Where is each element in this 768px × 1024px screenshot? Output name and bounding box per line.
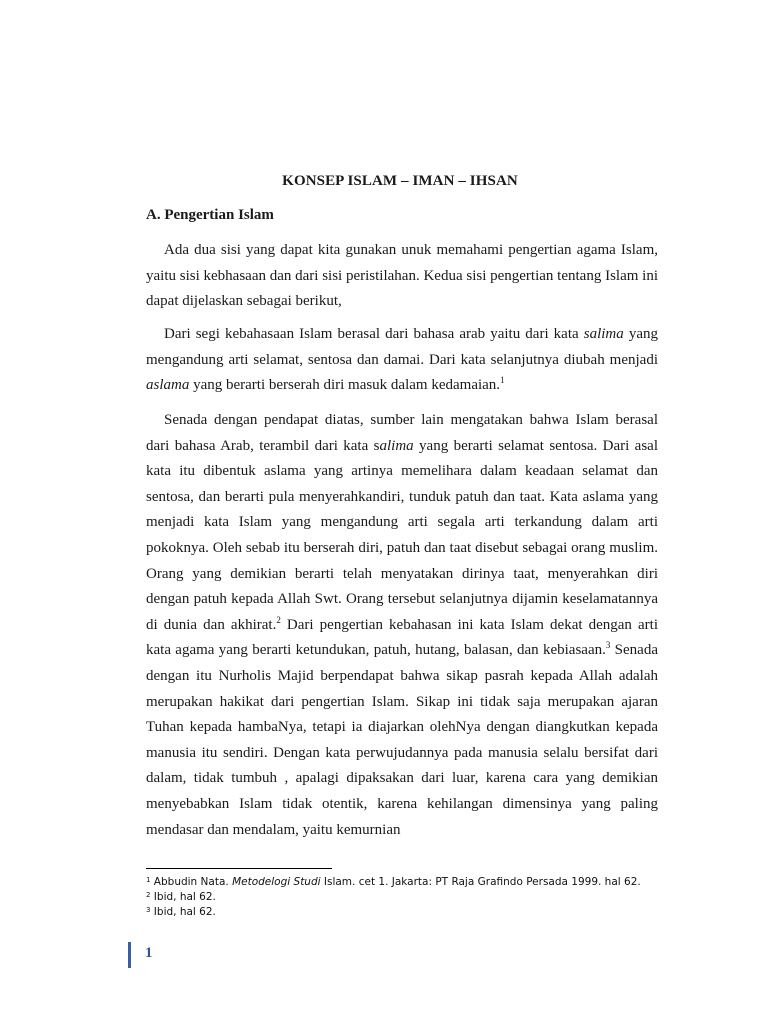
page-number: 1 bbox=[145, 945, 153, 961]
footnote-separator bbox=[146, 868, 332, 869]
section-heading: A. Pengertian Islam bbox=[146, 207, 274, 223]
footnote-2: $^2$ Ibid, hal 62. bbox=[146, 891, 216, 903]
footnotes bbox=[146, 875, 706, 920]
paragraph-2: Dari segi kebahasaan Islam berasal dari bahasa arab yaitu dari kata salima yang mengandung arti selamat, sentosa dan damai. Dari kata selanjutnya diubah menjadi aslama yang berarti berserah diri masuk dalam kedamaian.$^1$ bbox=[146, 326, 658, 393]
footnote-ref-2: 2 bbox=[276, 614, 281, 625]
paragraph-1: Ada dua sisi yang dapat kita gunakan unuk memahami pengertian agama Islam, yaitu sisi kebhasaan dan dari sisi peristilahan. Kedua sisi pengertian tentang Islam ini dapat dijelaskan sebagai berikut, bbox=[146, 242, 658, 309]
document-title: KONSEP ISLAM – IMAN – IHSAN bbox=[282, 173, 518, 189]
footnote-ref-3: 3 bbox=[605, 640, 611, 651]
footnote-ref-1: 1 bbox=[500, 375, 505, 385]
page-number-bar bbox=[128, 942, 131, 968]
footnote-3: $^3$ Ibid, hal 62. bbox=[146, 906, 216, 918]
paragraph-3: Senada dengan pendapat diatas, sumber lain mengatakan bahwa Islam berasal dari bahasa Arab, terambil dari kata salima yang berarti selamat sentosa. Dari asal kata itu dibentuk aslama yang artinya memelihara dalam keadaan selamat dan sentosa, dan berarti pula menyerahkandiri, tunduk patuh dan taat. Kata aslama yang menjadi kata Islam yang mengandung arti segala arti terkandung dalam arti pokoknya. Oleh sebab itu berserah diri, patuh dan taat disebut sebagai orang muslim. Orang yang demikian berarti telah menyatakan dirinya taat, menyerahkan diri dengan patuh kepada Allah Swt. Orang tersebut selanjutnya dijamin keselamatannya di dunia dan akhirat.$^2$ Dari pengertian kebahasan ini kata Islam dekat dengan arti kata agama yang berarti ketundukan, patuh, hutang, balasan, dan kebiasaan.$^3$ Senada dengan itu Nurholis Majid berpendapat bahwa sikap pasrah kepada Allah adalah merupakan hakikat dari pengertian Islam. Sikap ini tidak saja merupakan ajaran Tuhan kepada hambaNya, tetapi ia diajarkan olehNya dengan diangkutkan kepada manusia itu sendiri. Dengan kata perwujudannya pada manusia selalu bersifat dari dalam, tidak tumbuh , apalagi dipaksakan dari luar, karena cara yang demikian menyebabkan Islam tidak otentik, karena kehilangan dimensinya yang paling mendasar dan mendalam, yaitu kemurnian bbox=[146, 412, 659, 838]
footnote-1: $^1$ Abbudin Nata. Metodelogi Studi Islam. cet 1. Jakarta: PT Raja Grafindo Persada 1999. hal 62. bbox=[146, 876, 641, 888]
